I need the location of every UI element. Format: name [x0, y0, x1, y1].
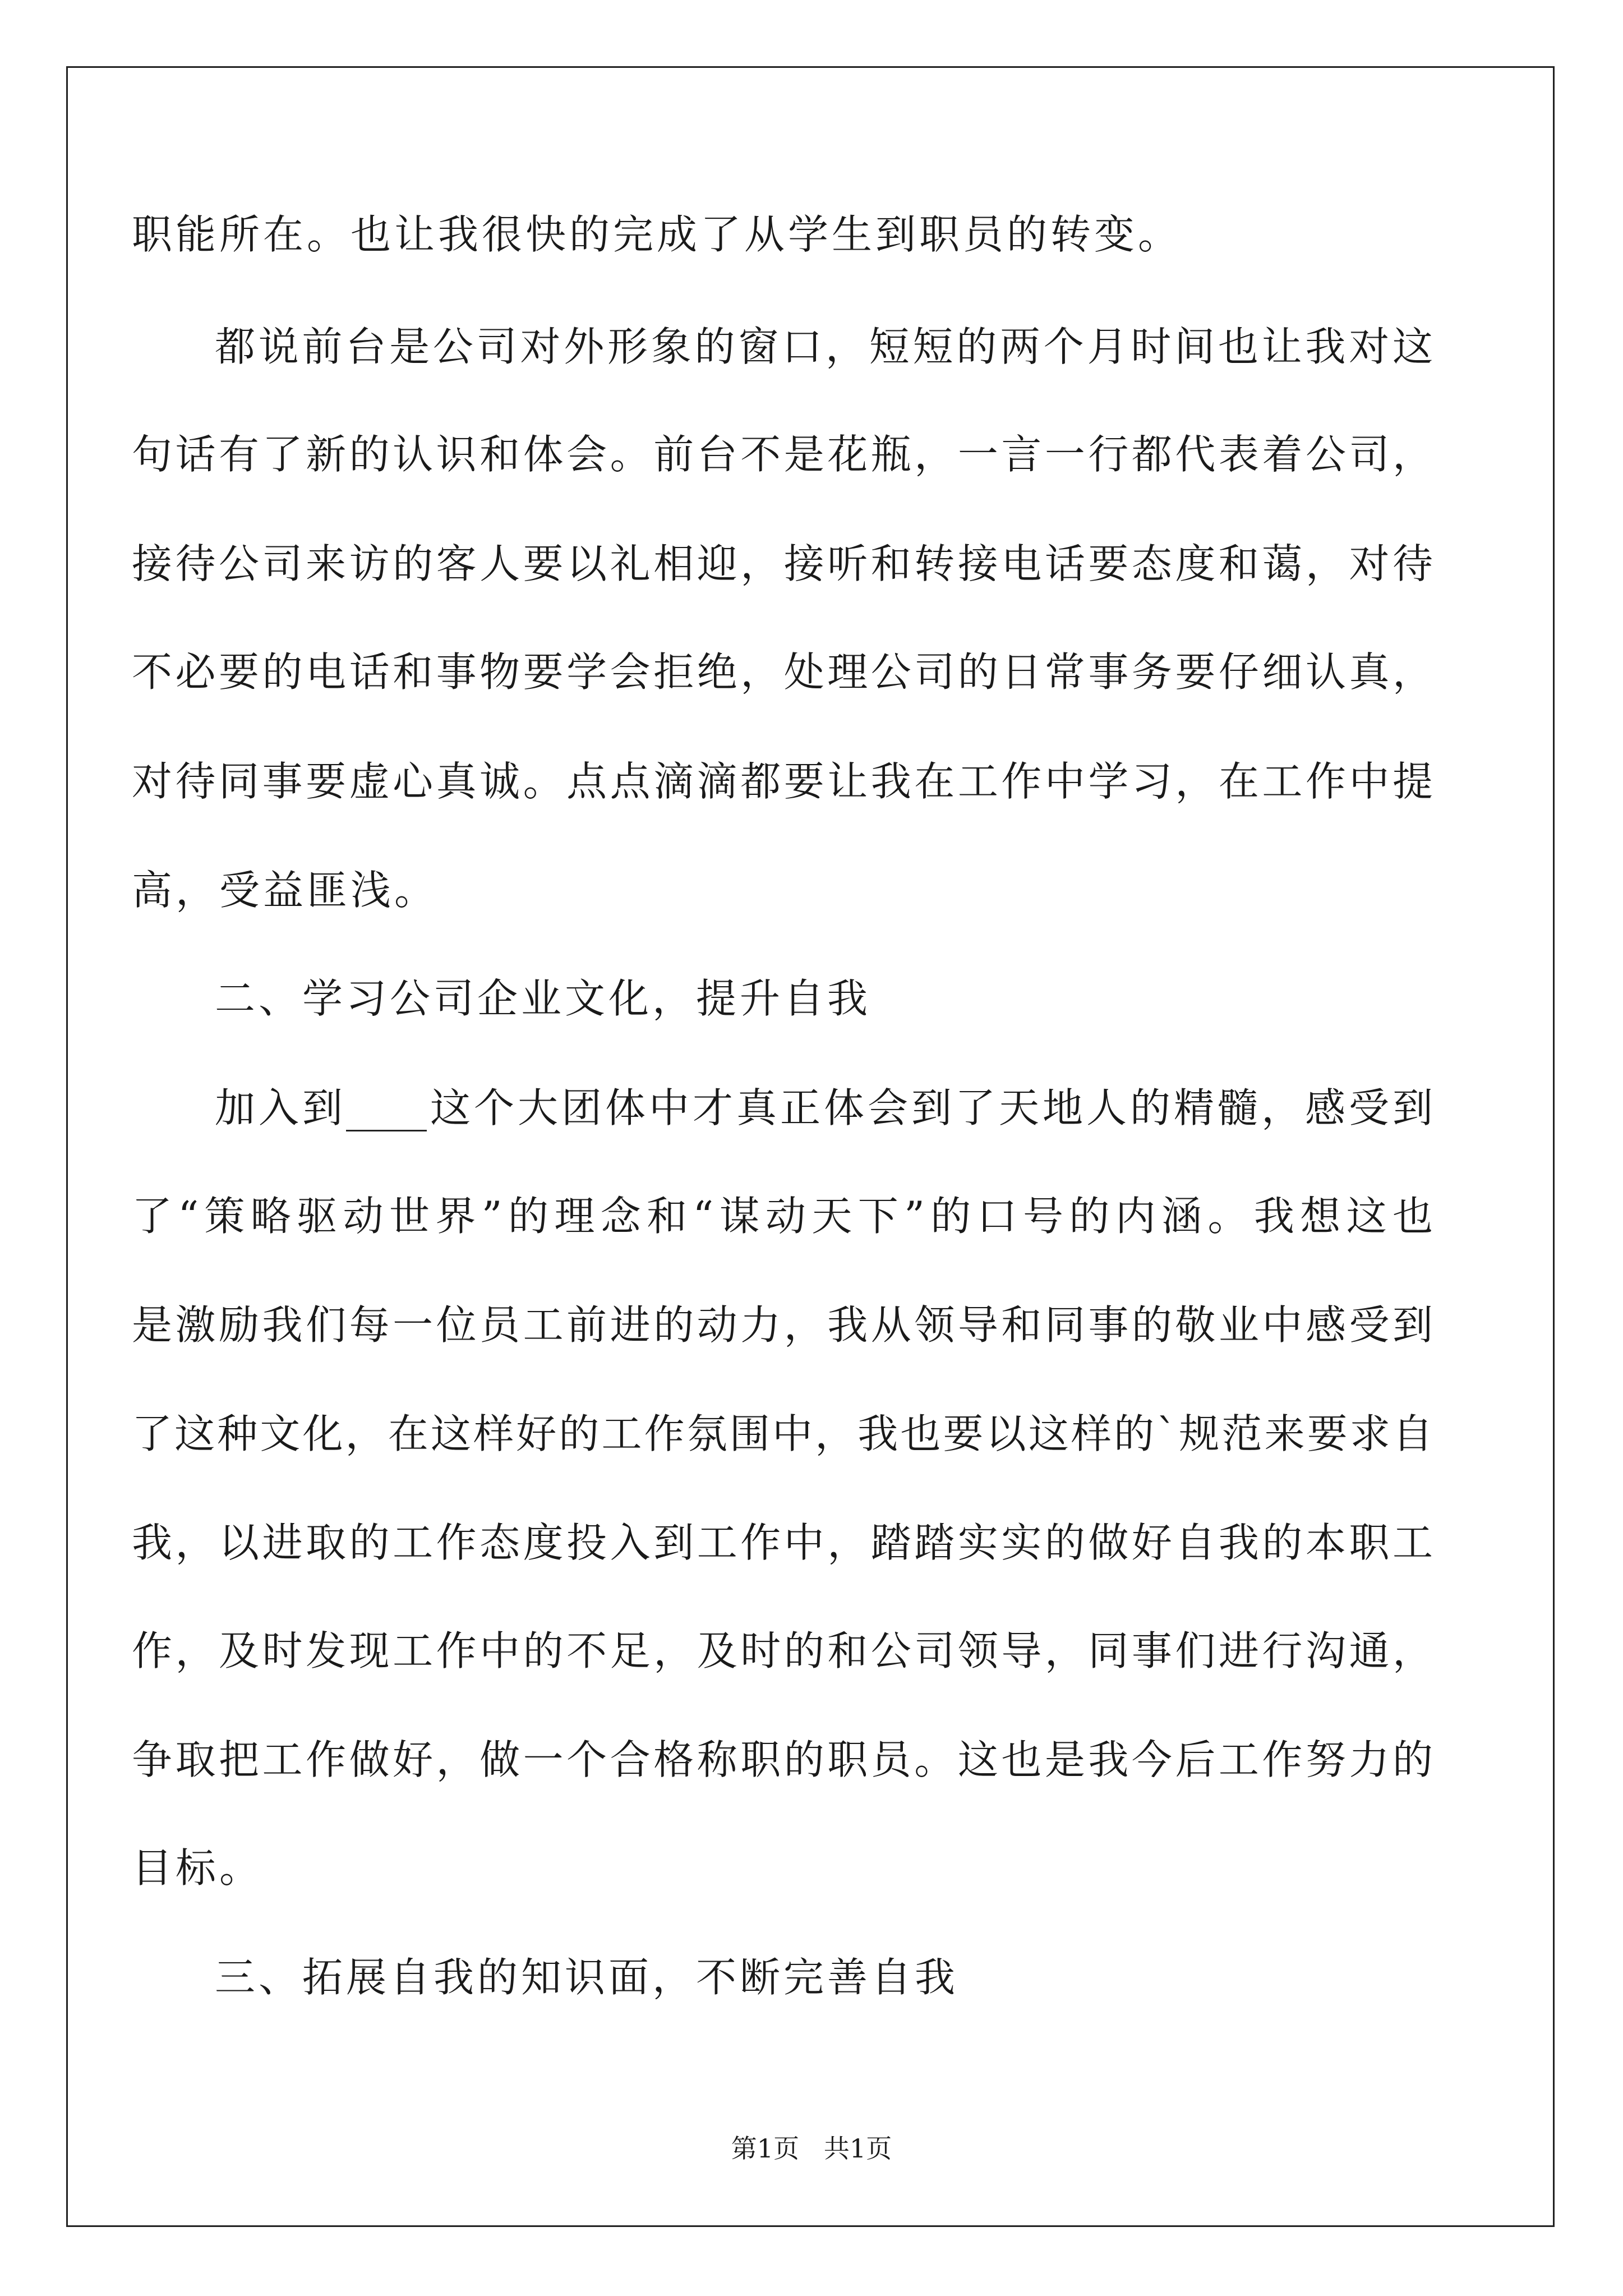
text-line: 是激励我们每一位员工前进的动力，我从领导和同事的敬业中感受到: [132, 1301, 1433, 1349]
paragraph-start-line: 都说前台是公司对外形象的窗口，短短的两个月时间也让我对这: [215, 323, 1433, 370]
text-line: 了“策略驱动世界”的理念和“谋动天下”的口号的内涵。我想这也: [132, 1193, 1433, 1240]
text-line: 职能所在。也让我很快的完成了从学生到职员的转变。: [132, 211, 1182, 258]
text-line: 了这种文化，在这样好的工作氛围中，我也要以这样的`规范来要求自: [132, 1410, 1433, 1457]
text-line: 接待公司来访的客人要以礼相迎，接听和转接电话要态度和蔼，对待: [132, 540, 1433, 587]
section-heading: 二、学习公司企业文化，提升自我: [215, 975, 872, 1022]
section-heading: 三、拓展自我的知识面，不断完善自我: [215, 1954, 959, 2001]
paragraph-start-line: 加入到____这个大团体中才真正体会到了天地人的精髓，感受到: [215, 1084, 1433, 1131]
text-line: 句话有了新的认识和体会。前台不是花瓶，一言一行都代表着公司，: [132, 431, 1433, 478]
page-border: [66, 66, 1555, 2227]
text-line: 作，及时发现工作中的不足，及时的和公司领导，同事们进行沟通，: [132, 1627, 1433, 1674]
text-line: 对待同事要虚心真诚。点点滴滴都要让我在工作中学习，在工作中提: [132, 758, 1433, 805]
text-line: 目标。: [132, 1844, 264, 1892]
text-line: 我，以进取的工作态度投入到工作中，踏踏实实的做好自我的本职工: [132, 1519, 1433, 1566]
page-number-footer: 第1页 共1页: [731, 2133, 892, 2164]
text-line: 不必要的电话和事物要学会拒绝，处理公司的日常事务要仔细认真，: [132, 648, 1433, 696]
text-line: 争取把工作做好，做一个合格称职的职员。这也是我今后工作努力的: [132, 1736, 1433, 1783]
text-line: 高，受益匪浅。: [132, 867, 439, 914]
